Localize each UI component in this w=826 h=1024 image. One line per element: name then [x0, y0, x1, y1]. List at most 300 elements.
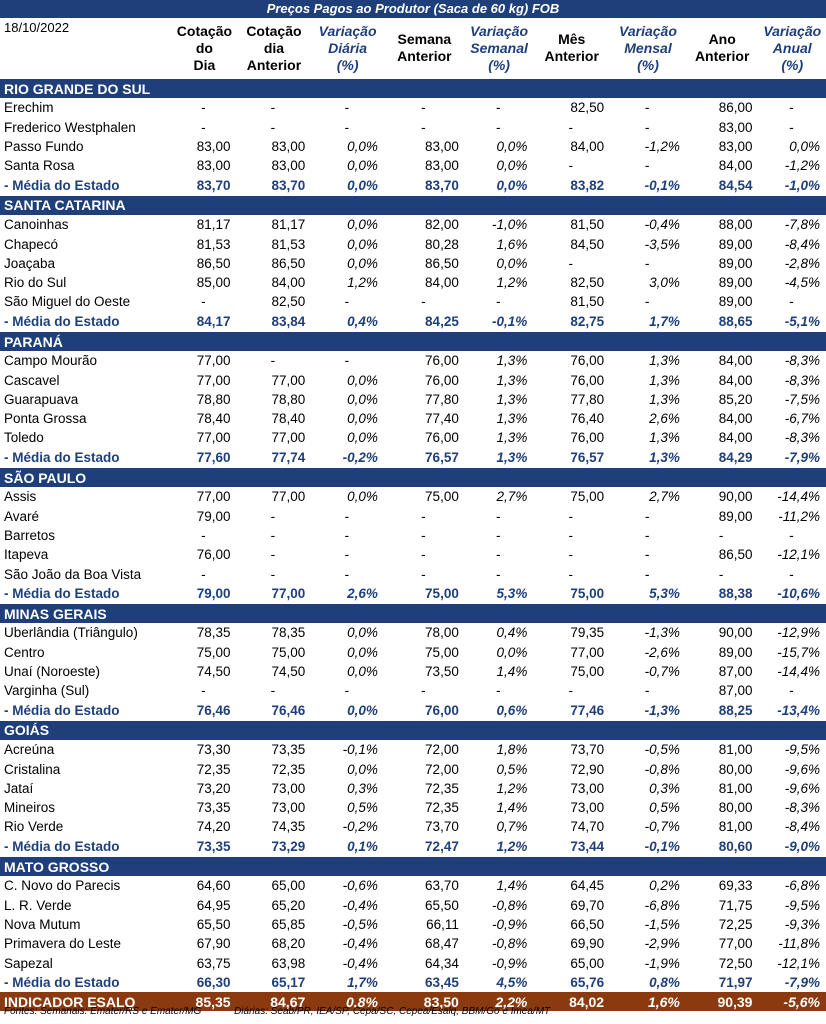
variation-cell: - [644, 158, 650, 174]
variation-cell: -0,8% [644, 761, 680, 777]
price-cell: 76,40 [570, 411, 605, 427]
price-cell: 84,02 [533, 992, 610, 1011]
price-cell: 84,00 [271, 275, 306, 291]
price-cell: 83,00 [425, 139, 459, 155]
price-cell: 76,00 [425, 353, 459, 369]
price-cell: 77,00 [271, 585, 306, 601]
variation-cell: - [788, 566, 794, 582]
variation-cell: 1,3% [496, 353, 528, 369]
variation-cell: 1,4% [496, 878, 528, 894]
price-cell: 63,70 [425, 878, 459, 894]
price-cell: 76,00 [425, 702, 459, 718]
variation-cell: -9,3% [784, 916, 820, 932]
variation-cell: 1,3% [496, 430, 528, 446]
price-cell: - [270, 547, 276, 563]
price-cell: 83,00 [425, 158, 459, 174]
price-cell: 84,00 [718, 158, 753, 174]
variation-cell: 1,6% [496, 236, 528, 252]
row-label: - Média do Estado [4, 702, 120, 718]
city-row [0, 234, 826, 253]
city-row [0, 156, 826, 175]
price-cell: 75,00 [570, 664, 605, 680]
row-label: São João da Boa Vista [4, 566, 142, 582]
price-cell: - [270, 527, 276, 543]
price-cell: - [421, 566, 426, 582]
variation-cell: 0,0% [347, 158, 378, 174]
price-cell: 77,00 [271, 430, 306, 446]
city-row [0, 643, 826, 662]
city-row [0, 487, 826, 506]
price-cell: 65,17 [271, 974, 306, 990]
variation-cell: -0,1% [492, 313, 528, 329]
city-row [0, 564, 826, 583]
variation-cell: 0,2% [649, 878, 680, 894]
city-row [0, 662, 826, 681]
variation-cell: 1,2% [496, 275, 528, 291]
city-row [0, 118, 826, 137]
price-cell: - [568, 547, 573, 563]
price-cell: - [421, 527, 426, 543]
price-cell: - [201, 527, 206, 543]
variation-cell: -0,4% [644, 217, 680, 233]
variation-cell: - [344, 527, 349, 543]
price-cell: 65,50 [196, 916, 231, 932]
variation-cell: -11,2% [778, 508, 820, 524]
row-label: Frederico Westphalen [4, 119, 136, 135]
city-row [0, 915, 826, 934]
variation-cell: 1,3% [496, 411, 528, 427]
variation-cell: 0,5% [496, 761, 528, 777]
variation-cell: 0,4% [496, 625, 528, 641]
row-label: Campo Mourão [4, 353, 98, 369]
price-cell: - [421, 294, 426, 310]
price-cell: 78,00 [425, 625, 459, 641]
price-cell: 69,33 [718, 878, 753, 894]
price-cell: 86,50 [271, 255, 306, 271]
price-cell: 83,00 [196, 139, 231, 155]
city-row [0, 817, 826, 836]
price-cell: 71,75 [718, 897, 753, 913]
table-header [0, 18, 826, 79]
variation-cell: 0,0% [347, 255, 378, 271]
variation-cell: 2,2% [465, 992, 533, 1011]
variation-cell: 0,0% [789, 139, 820, 155]
price-cell: 77,00 [196, 372, 231, 388]
variation-cell: 1,8% [496, 742, 528, 758]
city-row [0, 953, 826, 972]
variation-cell: 1,3% [496, 372, 528, 388]
price-cell: 72,35 [271, 761, 306, 777]
price-cell: 73,50 [425, 664, 459, 680]
row-label: Passo Fundo [4, 139, 84, 155]
row-label: Avaré [4, 508, 40, 524]
price-cell: 74,70 [570, 819, 605, 835]
price-cell: 77,80 [570, 391, 605, 407]
variation-cell: -2,8% [784, 255, 820, 271]
variation-cell: 1,4% [496, 664, 528, 680]
variation-cell: -0,2% [342, 819, 378, 835]
price-cell: 76,00 [570, 430, 605, 446]
price-cell: 83,00 [718, 119, 753, 135]
state-average-row [0, 312, 826, 332]
variation-cell: - [495, 294, 501, 310]
price-cell: 80,28 [425, 236, 459, 252]
price-cell: 81,00 [718, 742, 753, 758]
variation-cell: - [644, 119, 650, 135]
row-label: Ponta Grossa [4, 411, 87, 427]
price-cell: 85,00 [196, 275, 231, 291]
price-cell: 87,00 [718, 664, 753, 680]
sheet-title: Preços Pagos ao Produtor (Saca de 60 kg) FOB [0, 0, 826, 18]
price-cell: 68,47 [425, 936, 459, 952]
price-cell: 78,40 [196, 411, 231, 427]
price-cell: 77,00 [271, 489, 306, 505]
price-cell: 75,00 [425, 585, 459, 601]
price-cell: 69,90 [570, 936, 605, 952]
price-cell: 86,50 [425, 255, 459, 271]
price-cell: 83,70 [271, 177, 306, 193]
column-header: Cotação dia Anterior [246, 22, 302, 73]
price-cell: 82,50 [570, 275, 605, 291]
state-name: GOIÁS [0, 720, 826, 740]
variation-cell: -0,7% [644, 819, 680, 835]
city-row [0, 681, 826, 700]
price-cell: - [568, 119, 573, 135]
state-header-row [0, 467, 826, 487]
city-row [0, 545, 826, 564]
price-cell: 75,00 [570, 585, 605, 601]
column-header: Variação Anual (%) [763, 22, 822, 73]
price-cell: 90,39 [686, 992, 759, 1011]
variation-cell: - [788, 100, 794, 116]
price-cell: 83,00 [718, 139, 753, 155]
price-cell: 83,00 [196, 158, 231, 174]
state-average-row [0, 448, 826, 468]
column-header: Variação Diária (%) [318, 22, 377, 73]
variation-cell: 1,3% [649, 430, 680, 446]
variation-cell: -8,3% [784, 800, 820, 816]
row-label: Canoinhas [4, 217, 69, 233]
price-cell: 79,35 [570, 625, 605, 641]
variation-cell: - [788, 683, 794, 699]
price-cell: 73,00 [570, 780, 605, 796]
city-row [0, 507, 826, 526]
variation-cell: 0,0% [347, 489, 378, 505]
price-cell: 64,45 [570, 878, 605, 894]
price-cell: 81,17 [196, 217, 231, 233]
variation-cell: 0,0% [347, 372, 378, 388]
variation-cell: -1,5% [644, 916, 680, 932]
variation-cell: 0,0% [347, 391, 378, 407]
price-cell: 83,00 [271, 158, 306, 174]
price-cell: 72,47 [425, 838, 459, 854]
price-cell: 65,85 [271, 916, 306, 932]
variation-cell: -7,9% [784, 974, 820, 990]
price-cell: 64,95 [196, 897, 231, 913]
price-cell: 84,00 [425, 275, 459, 291]
row-label: Nova Mutum [4, 916, 81, 932]
variation-cell: -2,6% [644, 644, 680, 660]
price-cell: 74,50 [196, 664, 231, 680]
state-header-row [0, 604, 826, 624]
city-row [0, 798, 826, 817]
price-cell: 66,50 [570, 916, 605, 932]
row-label: Unaí (Noroeste) [4, 664, 101, 680]
price-cell: 77,74 [271, 449, 306, 465]
variation-cell: - [495, 683, 501, 699]
price-cell: 84,29 [718, 449, 753, 465]
variation-cell: -5,1% [784, 313, 820, 329]
column-header: Ano Anterior [694, 31, 750, 64]
state-header-row [0, 856, 826, 876]
city-row [0, 351, 826, 370]
variation-cell: 0,0% [347, 236, 378, 252]
variation-cell: -1,2% [784, 158, 820, 174]
variation-cell: -0,2% [342, 449, 378, 465]
row-label: - Média do Estado [4, 313, 120, 329]
variation-cell: 0,3% [649, 780, 680, 796]
price-cell: 89,00 [718, 508, 753, 524]
variation-cell: 1,3% [649, 353, 680, 369]
variation-cell: -8,3% [784, 430, 820, 446]
variation-cell: 0,5% [649, 800, 680, 816]
table-body [0, 79, 826, 1012]
price-cell: 82,50 [570, 100, 605, 116]
city-row [0, 740, 826, 759]
row-label: Primavera do Leste [4, 936, 122, 952]
price-cell: 73,44 [570, 838, 605, 854]
price-cell: - [201, 294, 206, 310]
variation-cell: 1,6% [610, 992, 686, 1011]
variation-cell: 0,0% [347, 702, 378, 718]
variation-cell: 0,8% [311, 992, 384, 1011]
price-cell: - [201, 119, 206, 135]
row-label: - Média do Estado [4, 177, 120, 193]
row-label: Centro [4, 644, 45, 660]
row-label: Rio Verde [4, 819, 64, 835]
row-label: Itapeva [4, 547, 49, 563]
price-cell: 72,90 [570, 761, 605, 777]
variation-cell: - [495, 527, 501, 543]
price-cell: 81,50 [570, 294, 605, 310]
state-average-row [0, 973, 826, 992]
price-cell: 76,00 [570, 372, 605, 388]
price-cell: 77,80 [425, 391, 459, 407]
price-cell: 77,00 [570, 644, 605, 660]
price-cell: 74,50 [271, 664, 306, 680]
state-average-row [0, 701, 826, 721]
price-cell: 73,70 [425, 819, 459, 835]
footer-sources-daily: Diárias: Seab/PR, IEA/SP, Cepa/SC, Cepea/Esalq, BBM/Go e Imea/MT [234, 1006, 551, 1017]
variation-cell: 0,0% [347, 644, 378, 660]
price-cell: - [201, 566, 206, 582]
price-cell: 74,35 [271, 819, 306, 835]
state-name: PARANÁ [0, 331, 826, 351]
city-row [0, 934, 826, 953]
state-name: MATO GROSSO [0, 856, 826, 876]
variation-cell: - [344, 547, 349, 563]
variation-cell: -0,4% [342, 936, 378, 952]
state-average-row [0, 837, 826, 857]
price-cell: - [270, 353, 276, 369]
price-cell: 73,30 [196, 742, 231, 758]
row-label: C. Novo do Parecis [4, 878, 121, 894]
price-cell: 78,35 [271, 625, 306, 641]
variation-cell: -8,4% [784, 236, 820, 252]
price-cell: 69,70 [570, 897, 605, 913]
price-cell: 84,00 [718, 372, 753, 388]
variation-cell: -9,6% [784, 761, 820, 777]
footer [4, 1006, 580, 1017]
variation-cell: 0,1% [347, 838, 378, 854]
variation-cell: 3,0% [649, 275, 680, 291]
variation-cell: - [495, 508, 501, 524]
row-label: L. R. Verde [4, 897, 72, 913]
variation-cell: - [344, 353, 349, 369]
price-cell: 64,34 [425, 955, 459, 971]
variation-cell: -1,9% [644, 955, 680, 971]
price-cell: 85,35 [172, 992, 236, 1011]
variation-cell: 1,7% [649, 313, 680, 329]
variation-cell: - [344, 508, 349, 524]
price-table [0, 18, 826, 1011]
variation-cell: 1,3% [649, 372, 680, 388]
price-cell: 75,00 [425, 489, 459, 505]
price-cell: 76,46 [196, 702, 231, 718]
price-cell: 77,00 [196, 430, 231, 446]
price-cell: 77,60 [196, 449, 231, 465]
variation-cell: 0,6% [496, 702, 528, 718]
footer-sources-weekly: Fontes: Semanais: Emater/RS e Emater/MG [4, 1006, 202, 1017]
price-cell: 80,60 [718, 838, 753, 854]
price-cell: - [568, 683, 573, 699]
report-date: 18/10/2022 [4, 20, 70, 35]
variation-cell: -7,5% [784, 391, 820, 407]
price-cell: 75,00 [271, 644, 306, 660]
variation-cell: 0,0% [347, 625, 378, 641]
price-cell: 81,17 [271, 217, 306, 233]
price-cell: 78,80 [271, 391, 306, 407]
price-cell: 83,70 [196, 177, 231, 193]
variation-cell: - [788, 294, 794, 310]
price-cell: 88,38 [718, 585, 753, 601]
price-cell: 80,00 [718, 761, 753, 777]
price-cell: 90,00 [718, 489, 753, 505]
price-cell: - [568, 508, 573, 524]
price-cell: 78,35 [196, 625, 231, 641]
price-cell: 86,50 [718, 547, 753, 563]
price-cell: 72,50 [718, 955, 753, 971]
row-label: Guarapuava [4, 391, 79, 407]
variation-cell: -0,8% [492, 897, 528, 913]
price-cell: 66,11 [426, 916, 459, 932]
city-row [0, 759, 826, 778]
variation-cell: 1,3% [496, 391, 528, 407]
price-cell: 84,54 [718, 177, 753, 193]
price-cell: 73,35 [196, 838, 231, 854]
price-cell: 84,00 [718, 430, 753, 446]
column-header [0, 18, 172, 79]
variation-cell: -9,5% [784, 742, 820, 758]
price-cell: 90,00 [718, 625, 753, 641]
variation-cell: - [644, 527, 650, 543]
price-cell: - [421, 508, 426, 524]
variation-cell: 0,0% [347, 217, 378, 233]
price-cell: 86,00 [718, 100, 753, 116]
city-row [0, 428, 826, 447]
variation-cell: 0,0% [347, 139, 378, 155]
variation-cell: 0,0% [347, 411, 378, 427]
price-cell: - [270, 119, 276, 135]
price-cell: 73,70 [570, 742, 605, 758]
price-cell: 89,00 [718, 255, 753, 271]
variation-cell: -1,3% [644, 702, 680, 718]
row-label: Cristalina [4, 761, 61, 777]
variation-cell: -7,8% [784, 217, 820, 233]
row-label: Uberlândia (Triângulo) [4, 625, 138, 641]
city-row [0, 215, 826, 234]
price-cell: 83,84 [271, 313, 306, 329]
price-cell: 66,30 [196, 974, 231, 990]
price-cell: 83,00 [271, 139, 306, 155]
row-label: Jataí [4, 780, 34, 796]
column-header: Variação Semanal (%) [470, 22, 529, 73]
variation-cell: 2,6% [649, 411, 680, 427]
city-row [0, 623, 826, 642]
price-cell: 68,20 [271, 936, 306, 952]
price-cell: 77,00 [196, 353, 231, 369]
state-name: MINAS GERAIS [0, 604, 826, 624]
variation-cell: -15,7% [777, 644, 820, 660]
state-average-row [0, 175, 826, 195]
row-label: Varginha (Sul) [4, 683, 90, 699]
price-cell: 88,00 [718, 217, 753, 233]
variation-cell: -11,8% [778, 936, 820, 952]
price-cell: 72,35 [425, 800, 459, 816]
variation-cell: - [644, 100, 650, 116]
variation-cell: 0,0% [496, 644, 528, 660]
city-row [0, 526, 826, 545]
price-cell: 89,00 [718, 294, 753, 310]
price-cell: 73,35 [271, 742, 306, 758]
variation-cell: -6,8% [784, 878, 820, 894]
variation-cell: 2,7% [496, 489, 528, 505]
city-row [0, 254, 826, 273]
variation-cell: -9,0% [784, 838, 820, 854]
price-cell: 83,82 [570, 177, 605, 193]
variation-cell: -3,5% [644, 236, 680, 252]
price-cell: 88,25 [718, 702, 753, 718]
price-cell: 84,00 [718, 411, 753, 427]
price-cell: 89,00 [718, 644, 753, 660]
row-label: Cascavel [4, 372, 60, 388]
price-cell: - [421, 100, 426, 116]
variation-cell: 5,3% [649, 585, 680, 601]
price-cell: 72,25 [718, 916, 753, 932]
variation-cell: - [788, 527, 794, 543]
price-cell: 73,35 [196, 800, 231, 816]
price-cell: 74,20 [196, 819, 231, 835]
price-cell: 76,00 [196, 547, 231, 563]
variation-cell: - [495, 566, 501, 582]
variation-cell: -6,8% [644, 897, 680, 913]
price-cell: 72,00 [425, 742, 459, 758]
variation-cell: -1,3% [644, 625, 680, 641]
price-cell: - [568, 566, 573, 582]
variation-cell: 0,0% [496, 255, 528, 271]
state-name: SÃO PAULO [0, 467, 826, 487]
price-cell: 75,00 [425, 644, 459, 660]
